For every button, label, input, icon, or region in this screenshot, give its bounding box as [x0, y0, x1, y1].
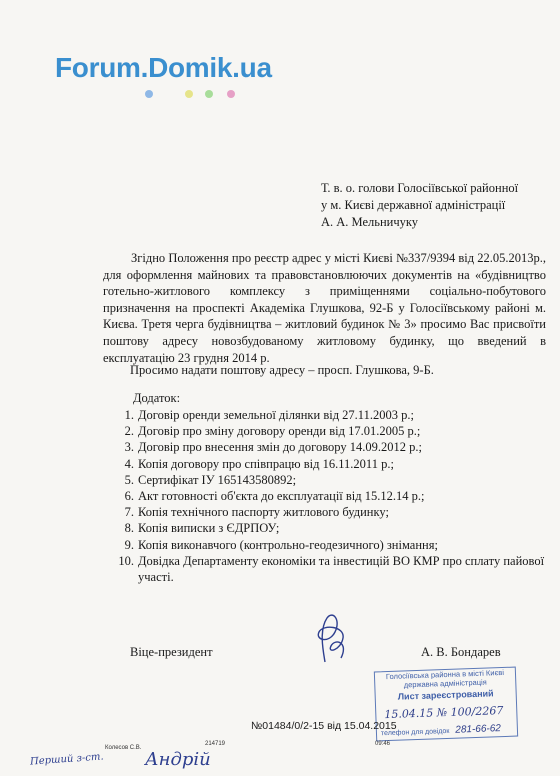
attachment-text: Копія технічного паспорту житлового будинку; — [138, 505, 389, 520]
attachment-text: Акт готовності об'єкта до експлуатації від 15.12.14 р.; — [138, 489, 425, 504]
attachment-number: 2. — [124, 424, 134, 439]
addressee-block — [321, 180, 551, 231]
attachment-item — [110, 504, 550, 520]
stamp-heading: Лист зареєстрований — [397, 688, 494, 702]
addressee-line: у м. Києві державної адміністрації — [321, 198, 506, 212]
request-line: Просимо надати поштову адресу – просп. Глушкова, 9-Б. — [130, 363, 434, 377]
registration-number: №01484/0/2-15 від 15.04.2015 — [251, 720, 397, 732]
attachments-title: Додаток: — [133, 391, 181, 405]
bottom-annotations — [20, 745, 560, 775]
attachment-number: 6. — [124, 489, 134, 504]
handwritten-note: Перший з-ст. — [29, 751, 104, 768]
watermark-logo: Forum.Domik.ua — [55, 52, 272, 83]
handwritten-signature — [305, 610, 355, 670]
attachment-number: 5. — [124, 472, 134, 487]
attachment-number: 3. — [124, 440, 134, 455]
attachment-text: Копія виписки з ЄДРПОУ; — [138, 521, 280, 536]
attachment-number: 9. — [124, 537, 134, 552]
addressee-line: Т. в. о. голови Голосіївської районної — [321, 181, 519, 195]
attachment-text: Копія договору про співпрацю від 16.11.2011 р.; — [138, 456, 394, 471]
attachment-item — [110, 488, 550, 504]
handwritten-signature-bottom: Андрій — [145, 749, 211, 770]
addressee-name: А. А. Мельничуку — [321, 215, 419, 229]
signatory-title: Віце-президент — [130, 645, 213, 659]
attachment-item — [110, 407, 550, 423]
stamp-phone-text: телефон для довідок — [380, 727, 450, 738]
attachment-text: Договір оренди земельної ділянки від 27.11.2003 р.; — [138, 408, 414, 422]
watermark-dot — [205, 90, 213, 98]
stamp-handwritten-number: 15.04.15 № 100/2267 — [384, 704, 504, 722]
attachments-list — [110, 407, 550, 585]
attachment-text: Договір про внесення змін до договору 14.09.2012 р.; — [138, 440, 422, 455]
stamp-line: Голосіївська районна в місті Києві — [385, 667, 505, 682]
attachment-text: Договір про зміну договору оренди від 17.01.2005 р.; — [138, 424, 421, 439]
attachment-number: 1. — [124, 408, 134, 422]
watermark-dot — [227, 90, 235, 98]
registration-time: 09:46 — [375, 741, 391, 747]
watermark-dot — [185, 90, 193, 98]
attachment-number: 7. — [124, 505, 134, 520]
attachment-item — [110, 456, 550, 472]
attachment-number: 4. — [124, 456, 134, 471]
attachment-number: 10. — [118, 553, 134, 568]
attachment-item — [110, 423, 550, 439]
executor-name: Колесов С.В. — [105, 745, 142, 751]
signatory-name: А. В. Бондарев — [421, 645, 501, 659]
attachment-text: Довідка Департаменту економіки та інвестицій ВО КМР про сплату пайової участі. — [138, 553, 545, 585]
watermark-dots — [145, 90, 245, 100]
attachment-item — [110, 439, 550, 455]
attachment-item — [110, 553, 550, 585]
attachment-number: 8. — [124, 521, 134, 536]
attachment-item — [110, 520, 550, 536]
attachment-item — [110, 472, 550, 488]
body-paragraph: Згідно Положення про реєстр адрес у місті Києві №337/9394 від 22.05.2013р., для оформлення майнових та правовстановлюючих документів на «будівництво готельно-житлового комплексу з приміщеннями соціально-побутового призначення на проспекті Академіка Глушкова, 92-Б у Голосіївському районі м. Києва. Третя черга будівництва – житловий будинок № 3» просимо Вас присвоїти поштову адресу новозбудованому житловому будинку, що введений в експлуатацію 23 грудня 2014 р. — [103, 251, 546, 365]
stamp-phone-number: 281-66-62 — [455, 723, 502, 736]
attachment-text: Копія виконавчого (контрольно-геодезичного) знімання; — [138, 537, 438, 552]
attachment-item — [110, 537, 550, 553]
stamp-phone-label — [381, 723, 501, 738]
attachment-text: Сертифікат ІУ 165143580892; — [138, 472, 297, 487]
registration-code: 214719 — [205, 741, 226, 747]
watermark-dot — [145, 90, 153, 98]
stamp-line: державна адміністрація — [403, 677, 487, 690]
